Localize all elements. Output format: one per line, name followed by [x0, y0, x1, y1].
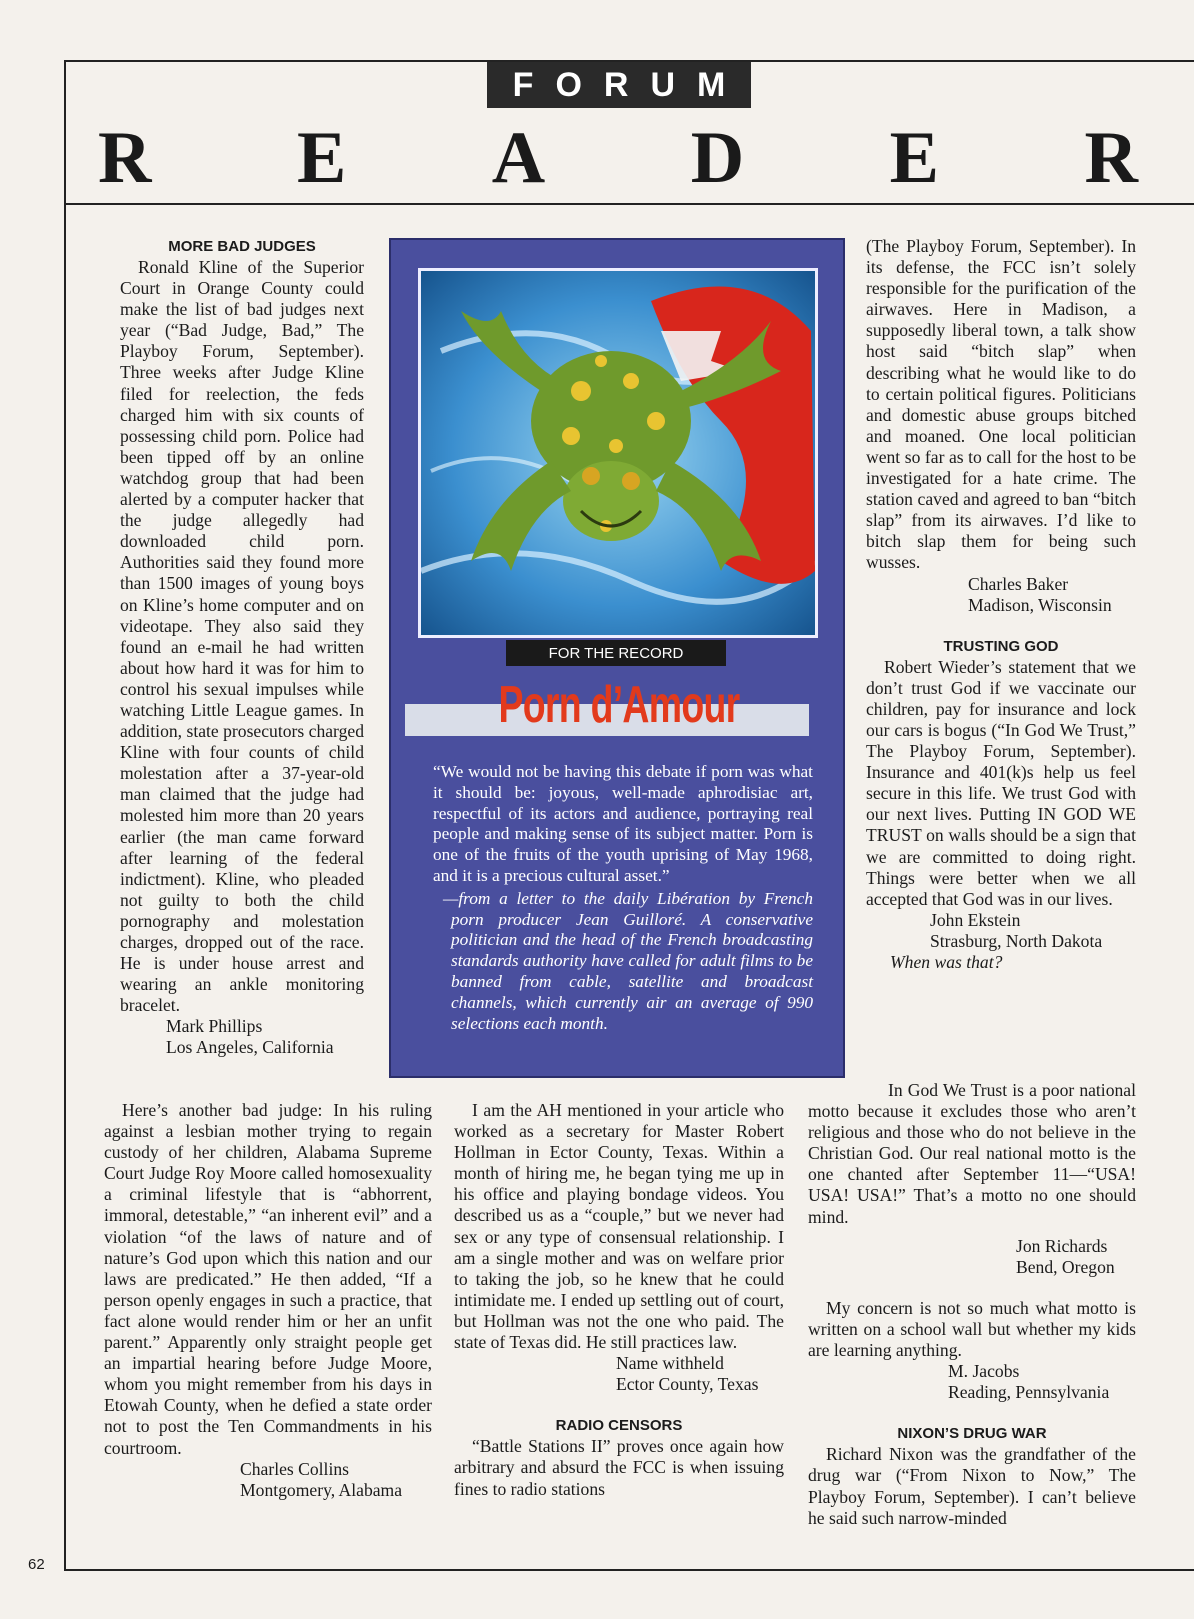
letter-body: I am the AH mentioned in your article who worked as a secretary for Master Robert Hollman in Ector County, Texas. Within a month of hiring me, he began tying me up in his office and playing bondage videos. You described us as a “couple,” but we never had sex or any type of consensual relationship. I am a single mother and was on welfare prior to taking the job, so he knew that he could intimidate me. I ended up settling out of court, but Hollman was not the one who paid. The state of Texas did. He still practices law. — [454, 1100, 784, 1353]
reader-letter: A — [491, 117, 546, 199]
letter-body: Here’s another bad judge: In his ruling against a lesbian mother trying to regain custody of her children, Alabama Supreme Court Judge Roy Moore called homosexuality a criminal lifestyle that is “abhorrent, immoral, detestable,” “an inherent evil” and a violation “of the laws of nature and of nature’s God upon which this nation and our laws are predicated.” He then added, “If a person openly engages in such a practice, that fact alone would render him or her an unfit parent.” Apparently only straight people get an impartial hearing before Judge Moore, whom you might remember from his days in Etowah County, when he defied a state order not to post the Ten Commandments in his courtroom. — [104, 1100, 432, 1458]
signature-name: Jon Richards — [1016, 1235, 1108, 1256]
letter-body: Richard Nixon was the grandfather of the drug war (“From Nixon to Now,” The Playboy Forum, September). I can’t believe he said such narrow-minded — [808, 1444, 1136, 1528]
for-the-record-label: FOR THE RECORD — [506, 640, 726, 666]
signature-name: M. Jacobs — [948, 1361, 1020, 1382]
letter-body: “Battle Stations II” proves once again how arbitrary and absurd the FCC is when issuing fines to radio stations — [454, 1436, 784, 1499]
signature-place: Bend, Oregon — [1016, 1256, 1115, 1277]
column-1-bottom — [104, 1100, 432, 1501]
letter-body: Ronald Kline of the Superior Court in Orange County could make the list of bad judges next year (“Bad Judge, Bad,” The Playboy Forum, September). Three weeks after Judge Kline filed for reelection, the feds charged him with six counts of possessing child porn. Police had been tipped off by an online watchdog group that had been alerted by a computer hacker that the judge allegedly had downloaded child porn. Authorities said they found more than 1500 images of young boys on Kline’s home computer and on videotape. They also said they found an e-mail he had written about how hard it was for him to control his sexual impulses while watching Little League games. In addition, state prosecutors charged Kline with four counts of child molestation after a 37-year-old man claimed that the judge had molested him more than 20 years earlier (the man came forward after learning of the federal indictment). Kline, who pleaded not guilty to both the child pornography and molestation charges, dropped out of the race. He is under house arrest and wearing an ankle monitoring bracelet. — [120, 257, 364, 1016]
signature-name: Charles Collins — [240, 1458, 349, 1479]
quote-text: “We would not be having this debate if porn was what it should be: joyous, well-made aphrodisiac art, respectful of its actors and audience, portraying real people and making sense of its subject matter. Porn is one of the fruits of the youth uprising of May 1968, and it is a precious cultural asset.” — [433, 762, 813, 885]
header-rule — [64, 203, 1194, 205]
signature-place: Ector County, Texas — [616, 1374, 759, 1395]
signature-name: Charles Baker — [968, 573, 1069, 594]
signature-place: Montgomery, Alabama — [240, 1479, 403, 1500]
sidebar-quote — [433, 762, 813, 1034]
heading-nixons-drug-war: NIXON’S DRUG WAR — [897, 1425, 1047, 1443]
signature-place: Los Angeles, California — [166, 1037, 334, 1058]
frame-bottom-rule — [64, 1569, 1194, 1571]
signature-name: John Ekstein — [930, 909, 1021, 930]
reader-letter: E — [889, 117, 940, 199]
letter-body: In God We Trust is a poor national motto because it excludes those who aren’t religious and those who do not believe in the Christian God. Our real national motto is the one chanted after September 11—“USA! USA! USA!” That’s a motto no one should mind. — [808, 1080, 1136, 1227]
frog-icon — [421, 271, 815, 635]
column-3-top — [866, 236, 1136, 973]
letter-body: My concern is not so much what motto is written on a school wall but whether my kids are learning anything. — [808, 1297, 1136, 1361]
page-number: 62 — [28, 1556, 45, 1573]
forum-section-label: FORUM — [487, 62, 751, 108]
heading-radio-censors: RADIO CENSORS — [555, 1417, 683, 1435]
editor-reply: When was that? — [890, 952, 1003, 972]
column-1-top — [120, 236, 364, 1059]
column-2-bottom — [454, 1100, 784, 1500]
letter-body: Robert Wieder’s statement that we don’t trust God if we vaccinate our children, pay for insurance and lock our cars is bogus (“In God We Trust,” The Playboy Forum, September). Insurance and 401(k)s help us feel secure in this life. We trust God with our next lives. Putting IN GOD WE TRUST on walls should be a sign that we are committed to doing right. Things were better when we all accepted that God was in our lives. — [866, 656, 1136, 909]
signature-place: Strasburg, North Dakota — [930, 930, 1103, 951]
column-3-bottom — [808, 1080, 1136, 1529]
signature-name: Name withheld — [616, 1353, 724, 1374]
letter-body: (The Playboy Forum, September). In its defense, the FCC isn’t solely responsible for the purification of the airwaves. Here in Madison, a supposedly liberal town, a talk show host said “bitch slap” when describing what he would like to do to certain political figures. Politicians and domestic abuse groups bitched and moaned. One local politician went so far as to call for the host to be investigated for a hate crime. The station caved and agreed to ban “bitch slap” from its airwaves. I’d like to bitch slap them for being such wusses. — [866, 236, 1136, 573]
frog-illustration — [418, 268, 818, 638]
reader-title — [98, 118, 1138, 198]
reader-letter: R — [98, 117, 152, 199]
frame-left-rule — [64, 60, 66, 1570]
reader-letter: E — [296, 117, 347, 199]
quote-attribution: —from a letter to the daily Libération by French porn producer Jean Guilloré. A conservative politician and the head of the French broadcasting standards authority have called for adult films to be banned from cable, satellite and broadcast channels, which currently air an average of 990 selections each month. — [443, 888, 813, 1033]
signature-place: Madison, Wisconsin — [968, 594, 1112, 615]
heading-more-bad-judges: MORE BAD JUDGES — [168, 238, 316, 255]
reader-letter: D — [690, 117, 745, 199]
sidebar-title: Porn d’Amour — [498, 676, 740, 734]
signature-name: Mark Phillips — [166, 1016, 263, 1037]
signature-place: Reading, Pennsylvania — [948, 1382, 1110, 1403]
heading-trusting-god: TRUSTING GOD — [943, 637, 1059, 655]
reader-letter: R — [1084, 117, 1138, 199]
for-the-record-sidebar — [389, 238, 845, 1078]
